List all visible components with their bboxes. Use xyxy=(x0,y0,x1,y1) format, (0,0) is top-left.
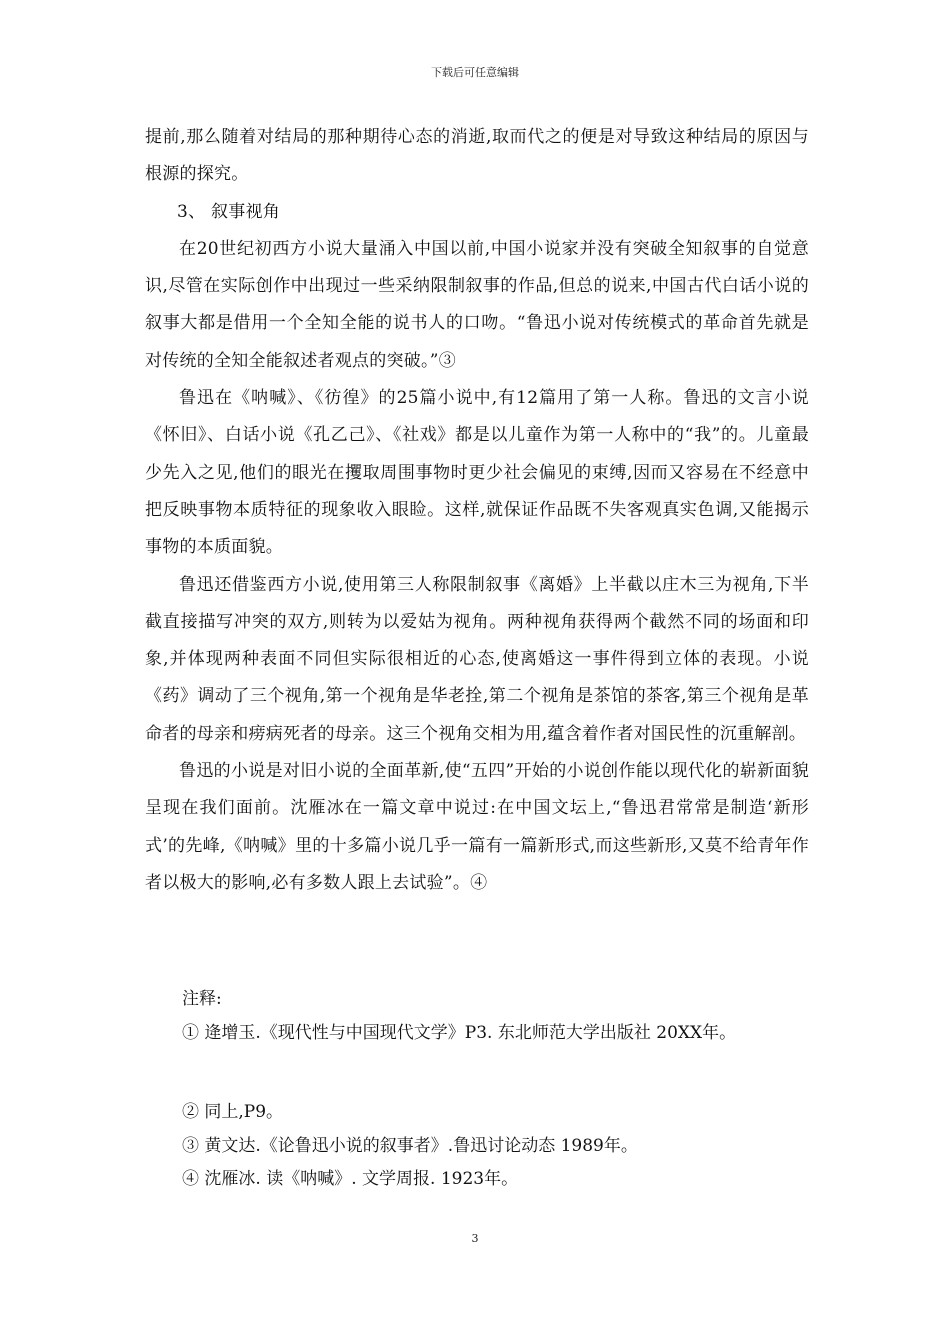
spacer xyxy=(182,1050,822,1096)
footnote-item: ① 逄增玉.《现代性与中国现代文学》P3. 东北师范大学出版社 20XX年。 xyxy=(182,1023,737,1043)
paragraph: 鲁迅还借鉴西方小说,使用第三人称限制叙事《离婚》上半截以庄木三为视角,下半截直接描写冲突的双方,则转为以爱姑为视角。两种视角获得两个截然不同的场面和印象,并体现两种表面不同但实际很相近的心态,使离婚这一事件得到立体的表现。小说《药》调动了三个视角,第一个视角是华老拴,第二个视角是茶馆的茶客,第三个视角是革命者的母亲和痨病死者的母亲。这三个视角交相为用,蕴含着作者对国民性的沉重解剖。 xyxy=(145,574,809,744)
paragraph: 鲁迅在《呐喊》、《彷徨》的25篇小说中,有12篇用了第一人称。鲁迅的文言小说《怀旧》、白话小说《孔乙己》、《社戏》都是以儿童作为第一人称中的“我”的。儿童最少先入之见,他们的眼光在攫取周围事物时更少社会偏见的束缚,因而又容易在不经意中把反映事物本质特征的现象收入眼睑。这样,就保证作品既不失客观真实色调,又能揭示事物的本质面貌。 xyxy=(145,388,809,558)
paragraph-continuation: 提前,那么随着对结局的那种期待心态的消逝,取而代之的便是对导致这种结局的原因与根源的探究。 xyxy=(145,127,809,185)
paragraph: 在20世纪初西方小说大量涌入中国以前,中国小说家并没有突破全知叙事的自觉意识,尽管在实际创作中出现过一些采纳限制叙事的作品,但总的说来,中国古代白话小说的叙事大都是借用一个全知全能的说书人的口吻。“鲁迅小说对传统模式的革命首先就是对传统的全知全能叙述者观点的突破。”③ xyxy=(145,238,809,371)
footnote-item: ② 同上,P9。 xyxy=(182,1102,284,1122)
page-header: 下载后可任意编辑 xyxy=(431,66,519,79)
section-heading: 3、 叙事视角 xyxy=(177,201,280,222)
body-text xyxy=(145,119,809,902)
footnote-item: ④ 沈雁冰. 读《呐喊》. 文学周报. 1923年。 xyxy=(182,1169,519,1189)
page-number: 3 xyxy=(471,1232,479,1245)
paragraph: 鲁迅的小说是对旧小说的全面革新,使“五四”开始的小说创作能以现代化的崭新面貌呈现在我们面前。沈雁冰在一篇文章中说过:在中国文坛上,“鲁迅君常常是制造‘新形式’的先峰,《呐喊》里的十多篇小说几乎一篇有一篇新形式,而这些新形,又莫不给青年作者以极大的影响,必有多数人跟上去试验”。④ xyxy=(145,761,809,893)
footnotes-title: 注释: xyxy=(182,989,222,1009)
footnotes xyxy=(182,982,822,1197)
footnote-item: ③ 黄文达.《论鲁迅小说的叙事者》.鲁迅讨论动态 1989年。 xyxy=(182,1135,638,1156)
